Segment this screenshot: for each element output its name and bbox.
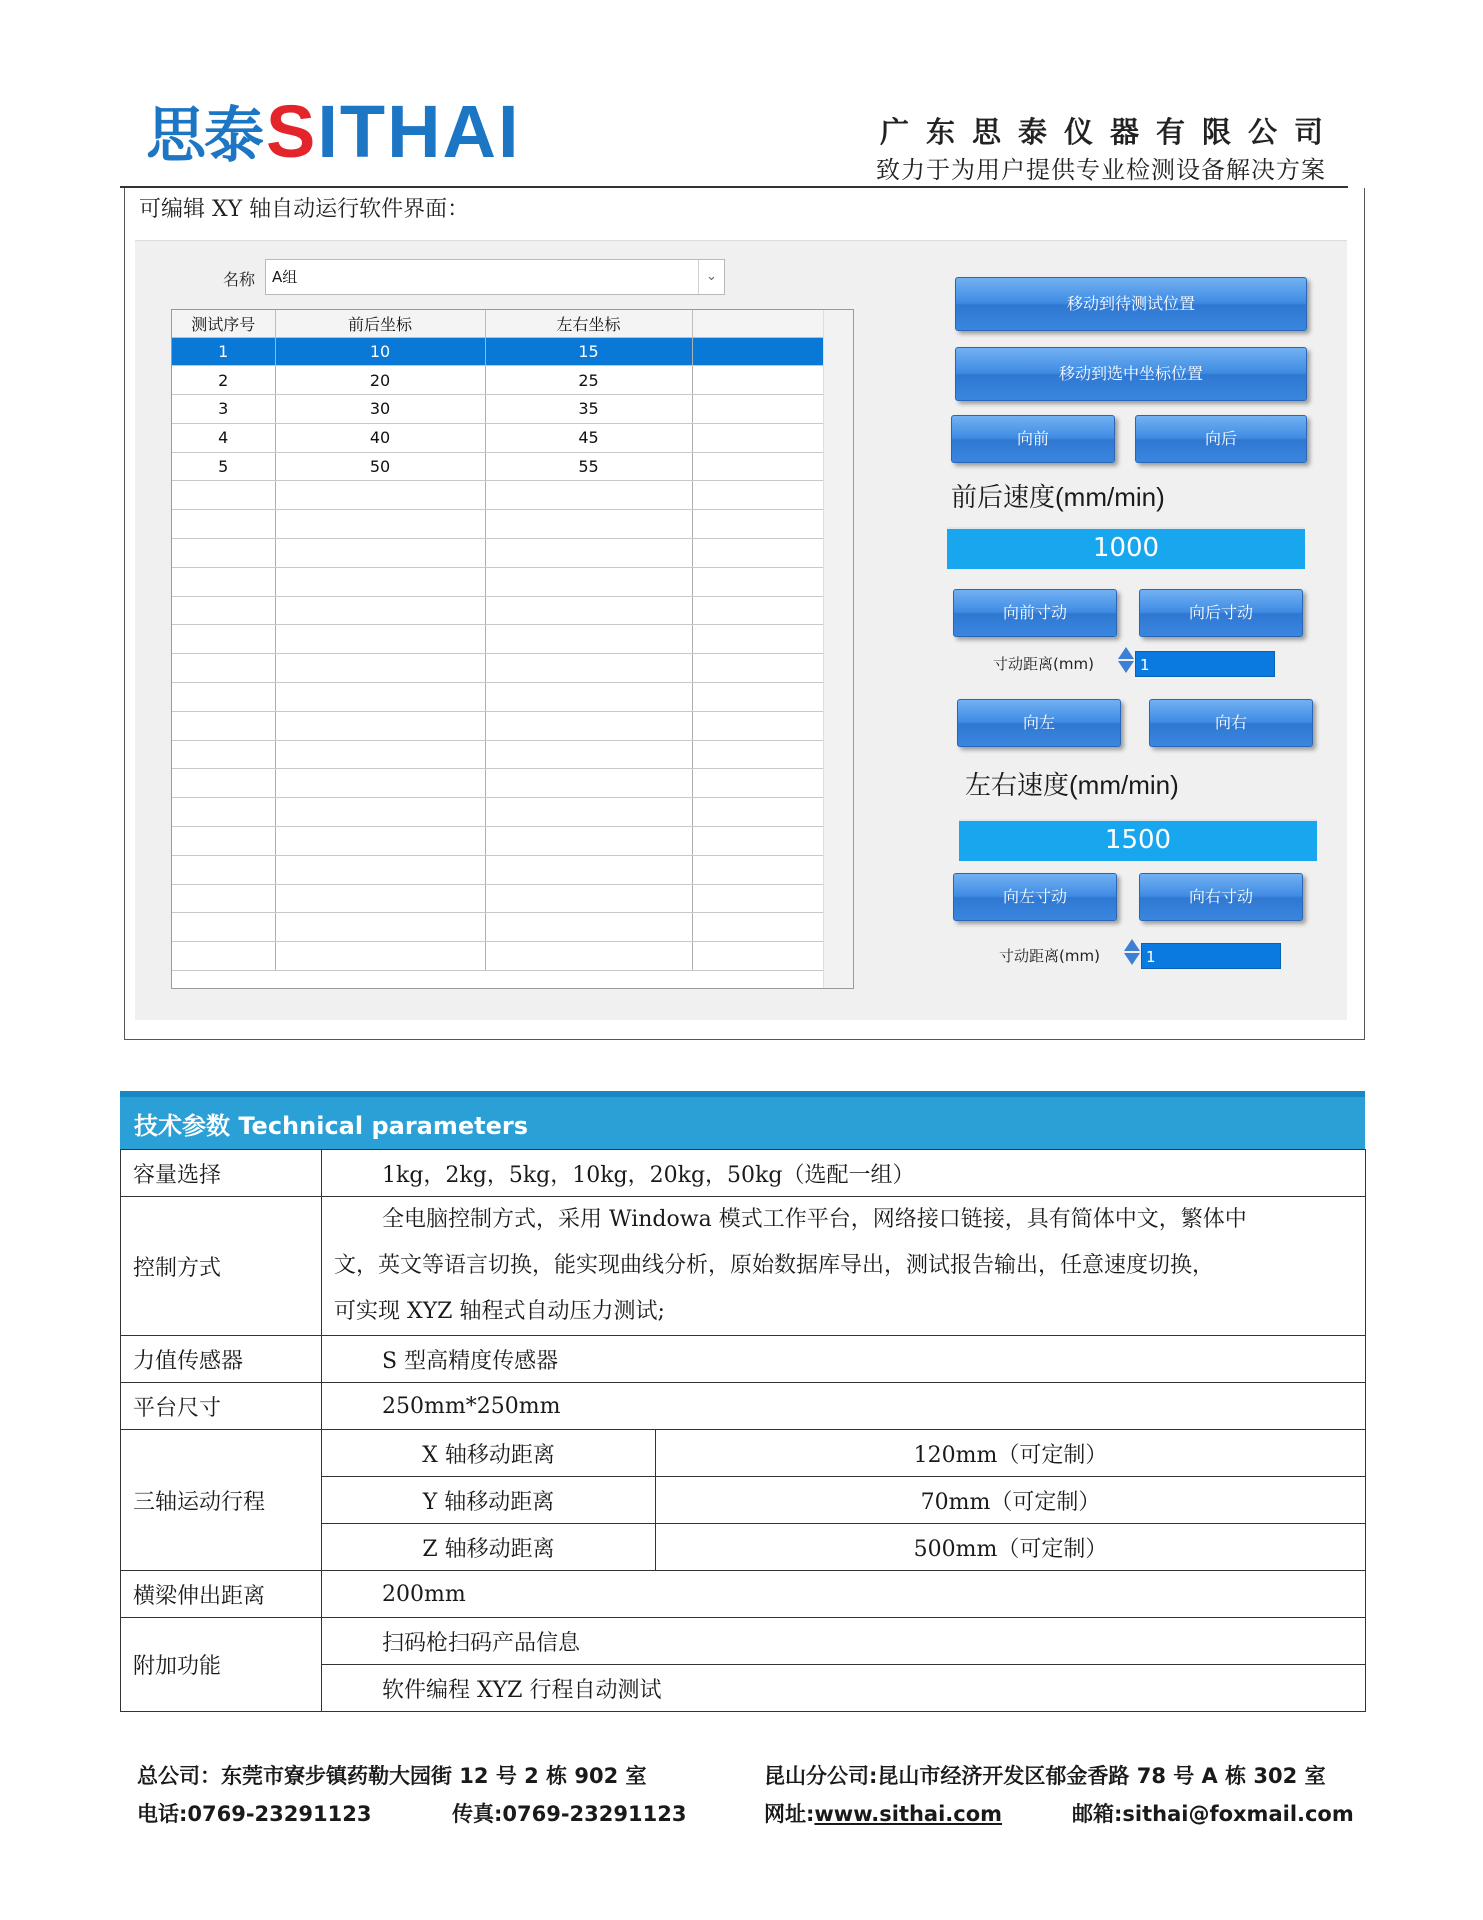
table-row-empty[interactable] (172, 855, 823, 884)
table-row-empty[interactable] (172, 539, 823, 568)
table-header-row (172, 310, 823, 337)
spec-value: S 型高精度传感器 (322, 1336, 1366, 1383)
table-row[interactable] (172, 366, 823, 395)
left-jog-button[interactable]: 向左寸动 (953, 873, 1117, 921)
forward-button[interactable]: 向前 (951, 415, 1115, 463)
table-row-empty[interactable] (172, 596, 823, 625)
cell-index: 1 (172, 337, 275, 366)
cell-left-right: 15 (485, 337, 692, 366)
move-to-test-position-button[interactable]: 移动到待测试位置 (955, 277, 1307, 331)
spec-value: 70mm（可定制） (656, 1477, 1366, 1524)
left-right-speed-value[interactable]: 1500 (959, 819, 1317, 861)
table-row-empty[interactable] (172, 827, 823, 856)
control-line-1: 全电脑控制方式，采用 Windowa 模式工作平台，网络接口链接，具有简体中文，繁体中 (382, 1207, 1247, 1232)
front-back-jog-distance-label: 寸动距离(mm) (993, 655, 1094, 673)
name-dropdown-value: A组 (272, 268, 298, 286)
spec-key: 横梁伸出距离 (121, 1571, 322, 1618)
spec-subkey: Z 轴移动距离 (322, 1524, 656, 1571)
chevron-down-icon[interactable]: ⌄ (698, 260, 724, 294)
table-row-empty[interactable] (172, 913, 823, 942)
right-button[interactable]: 向右 (1149, 699, 1313, 747)
footer-fax: 传真:0769-23291123 (452, 1802, 687, 1826)
cell-front-back: 30 (275, 395, 485, 424)
table-row[interactable] (172, 452, 823, 481)
website-link[interactable]: www.sithai.com (814, 1802, 1003, 1826)
cell-empty (692, 423, 823, 452)
website-label: 网址: (764, 1802, 815, 1826)
spec-value: 200mm (322, 1571, 1366, 1618)
column-header-index[interactable]: 测试序号 (172, 310, 275, 337)
table-row-empty[interactable] (172, 510, 823, 539)
spec-key: 容量选择 (121, 1150, 322, 1197)
cell-empty (692, 452, 823, 481)
spec-key: 平台尺寸 (121, 1383, 322, 1430)
table-row[interactable] (172, 423, 823, 452)
move-to-selected-position-button[interactable]: 移动到选中坐标位置 (955, 347, 1307, 401)
xy-control-window (135, 240, 1347, 1020)
spec-row-travel-x (121, 1430, 1366, 1477)
empty-rows (172, 481, 823, 971)
spec-row-beam (121, 1571, 1366, 1618)
spec-key: 控制方式 (121, 1197, 322, 1336)
control-line-2: 文，英文等语言切换，能实现曲线分析，原始数据库导出，测试报告输出，任意速度切换， (334, 1253, 1215, 1278)
column-header-front-back[interactable]: 前后坐标 (275, 310, 485, 337)
spec-value: 500mm（可定制） (656, 1524, 1366, 1571)
spec-subkey: X 轴移动距离 (322, 1430, 656, 1477)
spec-value: 扫码枪扫码产品信息 (322, 1618, 1366, 1665)
cell-index: 2 (172, 366, 275, 395)
left-right-jog-distance-input[interactable]: 1 (1141, 943, 1281, 969)
arrow-up-icon[interactable] (1124, 939, 1140, 951)
spec-key: 附加功能 (121, 1618, 322, 1712)
spec-row-sensor (121, 1336, 1366, 1383)
spec-value: 250mm*250mm (322, 1383, 1366, 1430)
cell-left-right: 35 (485, 395, 692, 424)
table-row-empty[interactable] (172, 567, 823, 596)
table-row-empty[interactable] (172, 625, 823, 654)
table-scrollbar[interactable] (823, 310, 853, 988)
arrow-down-icon[interactable] (1124, 953, 1140, 965)
cell-front-back: 40 (275, 423, 485, 452)
spec-value: 1kg，2kg，5kg，10kg，20kg，50kg（选配一组） (322, 1150, 1366, 1197)
cell-left-right: 55 (485, 452, 692, 481)
table-row-empty[interactable] (172, 740, 823, 769)
right-jog-button[interactable]: 向右寸动 (1139, 873, 1303, 921)
front-back-jog-distance-input[interactable]: 1 (1135, 651, 1275, 677)
footer-website (764, 1798, 1002, 1828)
table-row-empty[interactable] (172, 711, 823, 740)
cell-left-right: 45 (485, 423, 692, 452)
table-row[interactable] (172, 395, 823, 424)
cell-empty (692, 337, 823, 366)
logo-chinese: 思泰 (146, 101, 262, 171)
company-slogan: 致力于为用户提供专业检测设备解决方案 (876, 156, 1326, 184)
cell-index: 3 (172, 395, 275, 424)
company-name: 广东思泰仪器有限公司 (880, 115, 1341, 149)
table-row-empty[interactable] (172, 481, 823, 510)
logo-english: SITHAI (266, 89, 521, 173)
software-screenshot-frame (124, 188, 1365, 1040)
arrow-down-icon[interactable] (1118, 661, 1134, 673)
left-button[interactable]: 向左 (957, 699, 1121, 747)
technical-parameters-table (120, 1149, 1366, 1712)
spec-subkey: Y 轴移动距离 (322, 1477, 656, 1524)
table-row-empty[interactable] (172, 798, 823, 827)
spec-row-extra-1 (121, 1618, 1366, 1665)
coordinate-table (171, 309, 854, 989)
front-back-speed-value[interactable]: 1000 (947, 527, 1305, 569)
table-row-empty[interactable] (172, 654, 823, 683)
backward-jog-button[interactable]: 向后寸动 (1139, 589, 1303, 637)
table-row-empty[interactable] (172, 683, 823, 712)
left-right-jog-distance-label: 寸动距离(mm) (999, 947, 1100, 965)
cell-index: 5 (172, 452, 275, 481)
backward-button[interactable]: 向后 (1135, 415, 1307, 463)
spec-key: 力值传感器 (121, 1336, 322, 1383)
name-label: 名称 (223, 270, 256, 289)
spec-key: 三轴运动行程 (121, 1430, 322, 1571)
cell-left-right: 25 (485, 366, 692, 395)
cell-front-back: 50 (275, 452, 485, 481)
spec-row-platform (121, 1383, 1366, 1430)
control-line-3: 可实现 XYZ 轴程式自动压力测试; (334, 1299, 665, 1324)
forward-jog-button[interactable]: 向前寸动 (953, 589, 1117, 637)
front-back-jog-spinner[interactable] (1117, 645, 1135, 681)
cell-index: 4 (172, 423, 275, 452)
front-back-speed-label: 前后速度(mm/min) (951, 482, 1165, 512)
column-header-left-right[interactable]: 左右坐标 (485, 310, 692, 337)
spec-value: 软件编程 XYZ 行程自动测试 (322, 1665, 1366, 1712)
left-right-speed-label: 左右速度(mm/min) (965, 770, 1179, 800)
spec-value: 120mm（可定制） (656, 1430, 1366, 1477)
footer-branch-address: 昆山分公司:昆山市经济开发区郁金香路 78 号 A 栋 302 室 (764, 1764, 1326, 1788)
cell-front-back: 20 (275, 366, 485, 395)
screenshot-caption: 可编辑 XY 轴自动运行软件界面： (139, 197, 470, 222)
footer-hq-address: 总公司：东莞市寮步镇药勒大园街 12 号 2 栋 902 室 (137, 1764, 647, 1788)
footer-phone: 电话:0769-23291123 (137, 1802, 372, 1826)
table-row-empty[interactable] (172, 884, 823, 913)
name-dropdown[interactable] (265, 259, 725, 295)
spec-value (322, 1197, 1366, 1336)
column-header-empty (692, 310, 823, 337)
cell-empty (692, 395, 823, 424)
table-row-empty[interactable] (172, 942, 823, 971)
technical-parameters-heading: 技术参数 Technical parameters (120, 1091, 1365, 1149)
cell-empty (692, 366, 823, 395)
cell-front-back: 10 (275, 337, 485, 366)
spec-row-capacity (121, 1150, 1366, 1197)
footer-email[interactable]: 邮箱:sithai@foxmail.com (1072, 1802, 1354, 1826)
company-logo (146, 89, 521, 173)
spec-row-control (121, 1197, 1366, 1336)
table-row-empty[interactable] (172, 769, 823, 798)
table-row[interactable] (172, 337, 823, 366)
left-right-jog-spinner[interactable] (1123, 937, 1141, 973)
arrow-up-icon[interactable] (1118, 647, 1134, 659)
